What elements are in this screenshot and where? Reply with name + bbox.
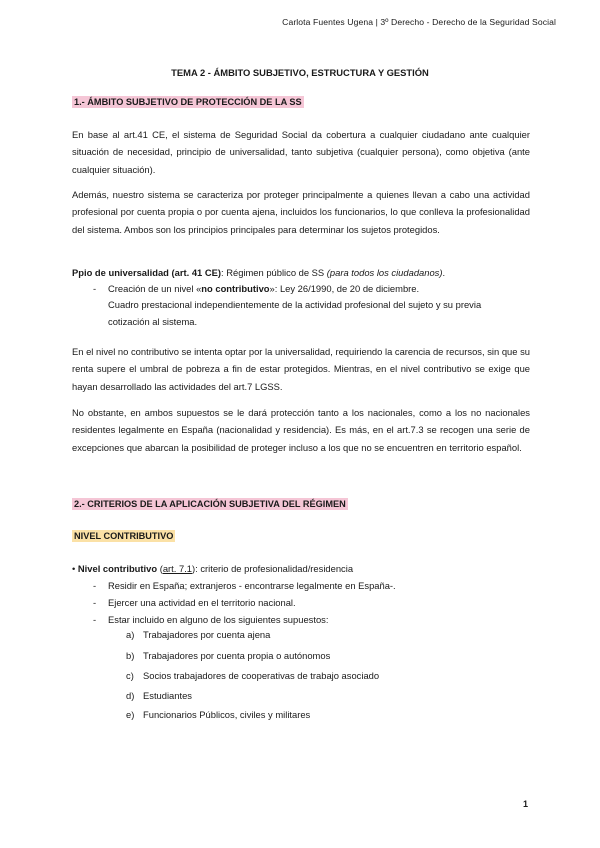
nivel-label: Nivel contributivo xyxy=(77,563,158,574)
subitem-letter: b) xyxy=(126,650,135,661)
section-1-heading: 1.- ÁMBITO SUBJETIVO DE PROTECCIÓN DE LA SS xyxy=(74,97,302,107)
bullet-pre: Creación de un nivel « xyxy=(108,283,202,294)
paragraph-4: No obstante, en ambos supuestos se le dará protección tanto a los nacionales, como a los no nacionales residentes legalmente en España (nacionalidad y residencia). Es más, en el art.7.3 se recogen una serie de excepciones que abarcan la posibilidad de proteger incluso a los que no se encuentren en territorio español. xyxy=(72,407,530,453)
paragraph-3: En el nivel no contributivo se intenta optar por la universalidad, requiriendo la carencia de recursos, sin que su renta supere el umbral de pobreza a fin de estar protegidos. Mientras, en el nivel contributivo se exige que hayan desarrollado las actividades del art.7 LGSS. xyxy=(72,346,530,392)
paragraph-2: Además, nuestro sistema se caracteriza por proteger principalmente a quienes llevan a cabo una actividad profesional por cuenta propia o por cuenta ajena, incluidos los funcionarios, lo que conlleva la profesionalidad del sistema. Ambos son los principios principales para determinar los sujetos protegidos. xyxy=(72,189,530,235)
page-header: Carlota Fuentes Ugena | 3º Derecho - Derecho de la Seguridad Social xyxy=(282,17,556,27)
subitem-letter: c) xyxy=(126,670,134,681)
list-item: Estar incluido en alguno de los siguientes supuestos: xyxy=(108,614,329,625)
principle-italic: (para todos los ciudadanos) xyxy=(326,267,443,278)
principle-label: Ppio de universalidad (art. 41 CE) xyxy=(72,267,221,278)
section-2-heading: 2.- CRITERIOS DE LA APLICACIÓN SUBJETIVA DEL RÉGIMEN xyxy=(74,499,346,509)
subitem-letter: d) xyxy=(126,690,135,701)
universality-principle-line xyxy=(72,264,445,281)
paragraph-1: En base al art.41 CE, el sistema de Seguridad Social da cobertura a cualquier ciudadano ante cualquier situación de necesidad, principio de universalidad, tanto subjetiva (cualquier persona), como objetiva (ante cualquier situación). xyxy=(72,129,530,175)
list-item: Residir en España; extranjeros - encontrarse legalmente en España-. xyxy=(108,580,396,591)
bullet-bold: no contributivo xyxy=(201,283,270,294)
item-dash: - xyxy=(93,597,97,608)
page-number: 1 xyxy=(522,799,528,809)
bullet-continuation-1: Cuadro prestacional independientemente de la actividad profesional del sujeto y su previa xyxy=(108,299,482,310)
nivel-contributivo-line: • Nivel contributivo (art. 7.1): criterio de profesionalidad/residencia xyxy=(72,563,354,574)
item-dash: - xyxy=(93,614,97,625)
bullet-continuation-2: cotización al sistema. xyxy=(108,316,198,327)
bullet-dash: - xyxy=(93,283,97,294)
nivel-contributivo-heading: NIVEL CONTRIBUTIVO xyxy=(74,531,174,541)
list-item: Ejercer una actividad en el territorio nacional. xyxy=(108,597,296,608)
subitem-letter: a) xyxy=(126,629,135,640)
bullet-post: »: Ley 26/1990, de 20 de diciembre. xyxy=(269,283,420,294)
subitem-text: Trabajadores por cuenta propia o autónomos xyxy=(143,650,331,661)
subitem-letter: e) xyxy=(126,709,135,720)
bullet-dot: • xyxy=(72,563,76,574)
subitem-text: Estudiantes xyxy=(143,690,192,701)
page-title: TEMA 2 - ÁMBITO SUBJETIVO, ESTRUCTURA Y GESTIÓN xyxy=(171,67,429,78)
non-contributory-line xyxy=(108,280,419,297)
subitem-text: Socios trabajadores de cooperativas de trabajo asociado xyxy=(143,670,380,681)
art-7-1-link[interactable]: art. 7.1 xyxy=(162,563,193,574)
item-dash: - xyxy=(93,580,97,591)
subitem-text: Trabajadores por cuenta ajena xyxy=(143,629,271,640)
principle-text: : Régimen público de SS xyxy=(221,267,327,278)
subitem-text: Funcionarios Públicos, civiles y militares xyxy=(143,709,311,720)
nivel-text: : criterio de profesionalidad/residencia xyxy=(195,563,354,574)
principle-end: . xyxy=(442,267,446,278)
